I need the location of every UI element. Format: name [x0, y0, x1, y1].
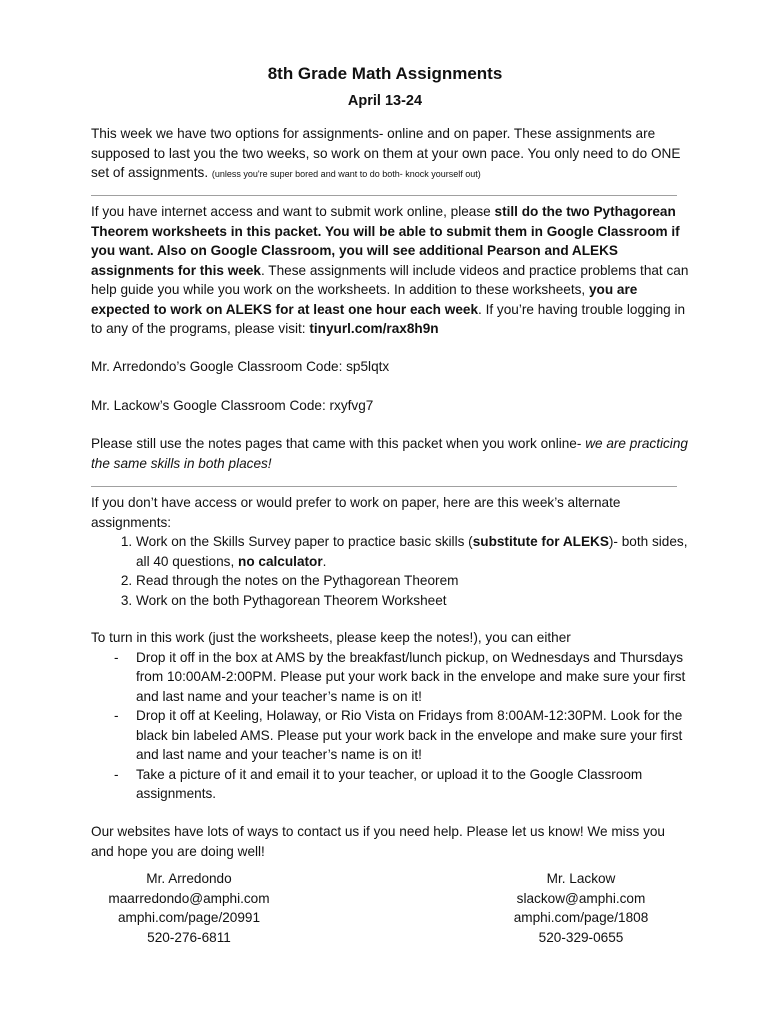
turn-in-intro: To turn in this work (just the worksheets, please keep the notes!), you can either: [91, 630, 571, 645]
contact-website[interactable]: amphi.com/page/20991: [117, 910, 261, 925]
divider: [91, 486, 677, 487]
online-paragraph: [91, 202, 691, 339]
paper-section: [91, 493, 691, 610]
divider: [91, 195, 677, 196]
page-title: 8th Grade Math Assignments: [267, 64, 503, 83]
list-item: 2. Read through the notes on the Pythagorean Theorem: [136, 571, 691, 591]
turn-in-section: [91, 628, 691, 804]
online-text-1: If you have internet access and want to submit work online, please: [91, 204, 495, 219]
online-bold-1: still do the two Pythagorean Theorem worksheets in this packet. You will be able to submit them in Google Classroom if you want. Also on Google Classroom, you will see additional Pearson and ALEKS assignments for this week: [91, 204, 680, 278]
intro-text: This week we have two options for assignments- online and on paper. These assignments are supposed to last you the two weeks, so work on them at your own pace. You only need to do ONE set of assignments.: [91, 126, 681, 180]
help-link[interactable]: tinyurl.com/rax8h9n: [309, 321, 439, 336]
notes-italic: we are practicing the same skills in both places!: [91, 436, 688, 471]
contact-phone: 520-276-6811: [147, 929, 231, 945]
paper-intro: If you don’t have access or would prefer to work on paper, here are this week’s alternate assignments:: [91, 495, 621, 530]
contact-email[interactable]: slackow@amphi.com: [516, 890, 646, 906]
contact-lackow: [461, 869, 701, 947]
notes-paragraph: [91, 434, 691, 473]
list-item: 3. Work on the both Pythagorean Theorem Worksheet: [136, 591, 691, 611]
list-item: - Take a picture of it and email it to your teacher, or upload it to the Google Classroom assignments.: [136, 765, 691, 804]
closing-paragraph: Our websites have lots of ways to contact us if you need help. Please let us know! We miss you and hope you are doing well!: [91, 824, 665, 859]
classroom-code-lackow: Mr. Lackow’s Google Classroom Code: rxyfvg7: [91, 398, 374, 413]
paper-assignment-list: [91, 532, 691, 610]
page-date: April 13-24: [347, 93, 423, 109]
contact-name: Mr. Lackow: [546, 871, 616, 886]
classroom-code-arredondo: Mr. Arredondo’s Google Classroom Code: sp5lqtx: [91, 359, 390, 374]
contact-name: Mr. Arredondo: [146, 871, 232, 886]
intro-paragraph: [91, 124, 691, 185]
intro-small-note: (unless you're super bored and want to do both- knock yourself out): [211, 169, 481, 179]
notes-text: Please still use the notes pages that came with this packet when you work online-: [91, 436, 586, 451]
contact-phone: 520-329-0655: [538, 929, 624, 945]
list-item: - Drop it off at Keeling, Holaway, or Rio Vista on Fridays from 8:00AM-12:30PM. Look for the black bin labeled AMS. Please put your work back in the envelope and make sure your first and last name and your teacher’s name is on it!: [136, 706, 691, 765]
list-item: - Drop it off in the box at AMS by the breakfast/lunch pickup, on Wednesdays and Thursdays from 10:00AM-2:00PM. Please put your work back in the envelope and make sure your first and last name and your teacher’s name is on it!: [136, 648, 691, 707]
contact-website[interactable]: amphi.com/page/1808: [513, 910, 649, 925]
contact-email[interactable]: maarredondo@amphi.com: [108, 890, 270, 906]
online-text-2: . These assignments will include videos and practice problems that can help guide you while you work on the worksheets. In addition to these worksheets,: [91, 262, 689, 297]
contact-arredondo: [69, 869, 309, 947]
online-text-3: . If you’re having trouble logging in to any of the programs, please visit:: [91, 301, 686, 336]
turn-in-options: [91, 648, 691, 804]
online-bold-2: you are expected to work on ALEKS for at least one hour each week: [91, 282, 638, 317]
list-item: 1. Work on the Skills Survey paper to practice basic skills (substitute for ALEKS)- both sides, all 40 questions, no calculator.: [136, 532, 691, 571]
